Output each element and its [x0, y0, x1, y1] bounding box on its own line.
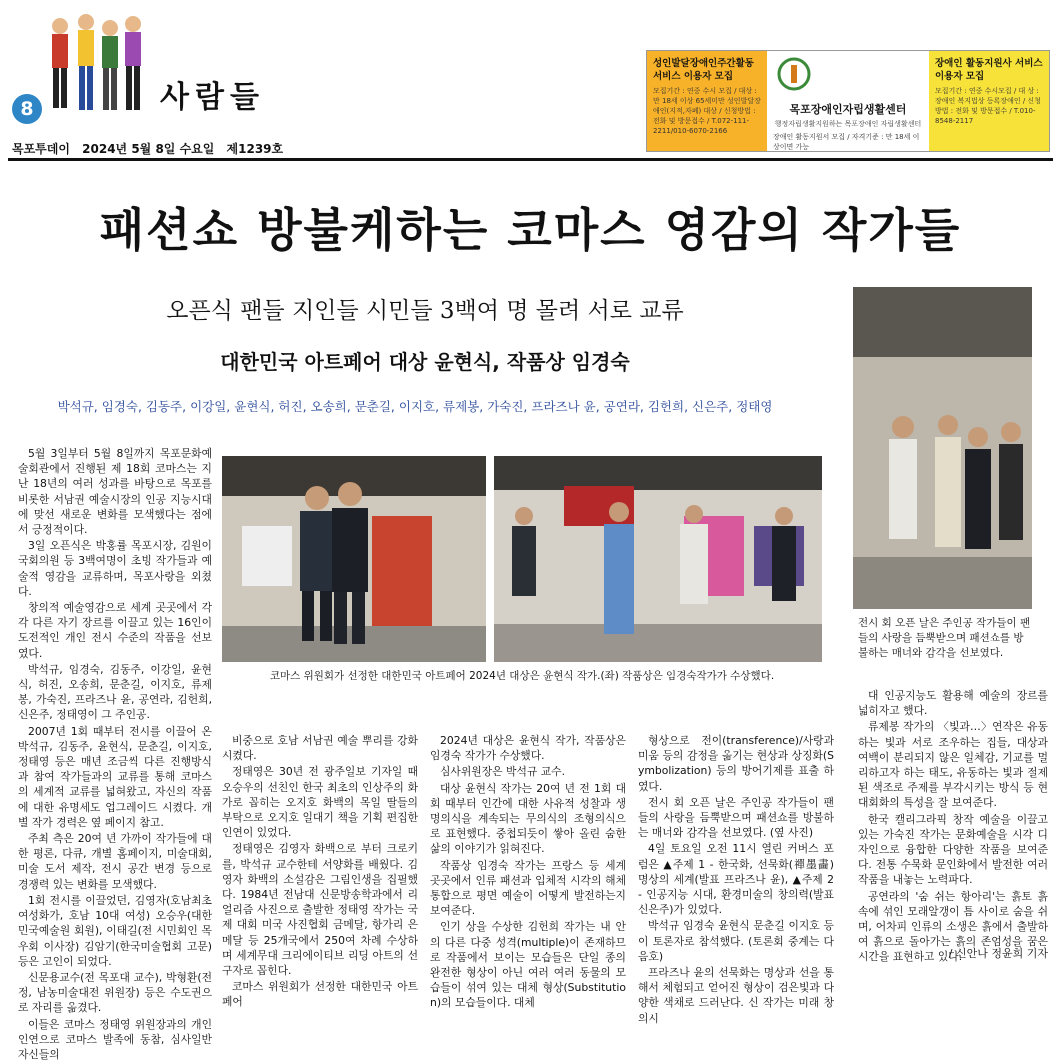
- paragraph: 대상 윤현식 작가는 20여 년 전 1회 대회 때부터 인간에 대한 사유적 성찰과 생명의식을 계속되는 무의식의 조형의식으로 표현했다. 중첩되듯이 쌓아 올린 숨한 삶의 이야기가 읽혀진다.: [430, 781, 626, 856]
- paragraph: 대 인공지능도 활용해 예술의 장르를 넓히자고 했다.: [858, 689, 1048, 718]
- ad-right-panel: [929, 51, 1049, 151]
- paragraph: 전시 회 오픈 날은 주인공 작가들이 팬들의 사랑을 듬뿍받으며 패션쇼를 방불하는 매너와 감각을 선보였다. (옆 사진): [638, 795, 834, 840]
- article-column-1: [18, 446, 212, 1061]
- paragraph: 박석규, 임경숙, 김동주, 이강일, 윤현식, 허진, 오송희, 문춘길, 이지호, 류제봉, 가숙진, 프라즈나 윤, 공연라, 김헌희, 신은주, 정태영이 그 주인공.: [18, 662, 212, 722]
- ad-right-body: 모집기간 : 연중 수시모집 / 대 상 : 장애인 복지법상 등록장애인 / 신청방법 : 전화 및 방문접수 / T.010-8548-2117: [935, 87, 1041, 125]
- artists-group-photo: [853, 287, 1032, 609]
- issue-date: 2024년 5월 8일 수요일: [82, 142, 215, 156]
- opening-ceremony-photo: [494, 456, 822, 662]
- paragraph: 류제봉 작가의 〈빛과…〉연작은 유동하는 빛과 서로 조우하는 집들, 대상과 여백이 분리되지 않은 일체감, 기교를 멀리하고자 하는 태도, 유동하는 빛과 절제된 색조로 주제를 부각시키는 방식 등 현대회화의 특성을 잘 보여준다.: [858, 720, 1048, 810]
- paragraph: 5월 3일부터 5월 8일까지 목포문화예술회관에서 진행된 제 18회 코마스는 지난 18년의 여러 성과를 바탕으로 목포를 비롯한 서남권 예술시장의 인공 지능시대에 맞선 새로운 변화를 모색했다는 점에서 긍정적이다.: [18, 447, 212, 537]
- ad-center-panel: [767, 51, 929, 151]
- article-subhead-awards: 대한민국 아트페어 대상 윤현식, 작품상 임경숙: [220, 350, 630, 374]
- page-header: [0, 0, 1061, 165]
- paragraph: 2024년 대상은 윤현식 작가, 작품상은 임경숙 작가가 수상했다.: [430, 734, 626, 763]
- paragraph: 작품상 임경숙 작가는 프랑스 등 세계 곳곳에서 인류 패션과 입체적 시각의 해체 통합으로 평면 예술이 어떻게 발전하는지 보여준다.: [430, 858, 626, 918]
- paragraph: 박석규 임경숙 윤현식 문춘길 이지호 등이 토론자로 참석했다. (토론회 중계는 다음호): [638, 919, 834, 963]
- paragraph: 코마스 위원회가 선정한 대한민국 아트페어: [222, 980, 418, 1009]
- paragraph: 창의적 예술영감으로 세계 곳곳에서 각각 다른 자기 장르를 이끌고 있는 16인이 도전적인 개인 전시 수준의 작품을 선보였다.: [18, 601, 212, 660]
- article-subhead: 오픈식 팬들 지인들 시민들 3백여 명 몰려 서로 교류: [166, 298, 684, 324]
- ad-center-name: 목포장애인자립생활센터: [789, 103, 907, 116]
- paragraph: 형상으로 전이(transference)/사랑과 미움 등의 감정을 옮기는 현상과 상징화(Symbolization) 등의 방어기제를 표출 하였다.: [638, 734, 834, 793]
- article-column-2: [222, 733, 418, 1009]
- paragraph: 정태영은 김영자 화백으로 부터 크로키를, 박석규 교수한테 서양화를 배웠다. 김영자 화백의 소설감은 그림인생을 집필했다. 1984년 전남대 신문방송학과에서 리얼리즘 사진으로 출발한 정태영 작가는 국제 대회 미국 사진협회 금메달, 항가리 은메달 등 25개국에서 250여 차례 수상하며 세계무대 크리에이티브 리딩 아트의 선구자로 꼽힌다.: [222, 842, 418, 978]
- photo-caption-opening: 전시 회 오픈 날은 주인공 작가들이 팬들의 사랑을 듬뿍받으며 패션쇼를 방불하는 매너와 감각을 선보였다.: [858, 617, 1031, 659]
- issue-line: [12, 140, 291, 157]
- artist-list: 박석규, 임경숙, 김동주, 이강일, 윤현식, 허진, 오송희, 문춘길, 이지호, 류제봉, 가숙진, 프라즈나 윤, 공연라, 김헌희, 신은주, 정태영: [57, 399, 773, 414]
- paragraph: 이들은 코마스 정태영 위원장과의 개인인연으로 코마스 발족에 동참, 심사일반 자신들의: [18, 1017, 212, 1061]
- header-rule: [8, 158, 1053, 161]
- ad-center-sub: 행정자립생활지원하는 목포장애인 자립생활센터: [774, 120, 922, 128]
- page-number: 8: [12, 94, 42, 124]
- advertisement: [646, 50, 1050, 152]
- paragraph: 프라즈나 윤의 선묵화는 명상과 선을 통해서 체험되고 얻어진 형상이 검은빛과 다양한 색채로 드러난다. 신 작가는 미래 창의시: [638, 966, 834, 1025]
- article-column-4: [638, 733, 834, 1025]
- paragraph: 비중으로 호남 서남권 예술 뿌리를 강화시켰다.: [222, 734, 418, 763]
- byline: / 신안나 정윤희 기자: [948, 947, 1048, 960]
- ad-left-title: 성인발달장애인주간활동 서비스 이용자 모집: [653, 58, 754, 82]
- paragraph: 1회 전시를 이끌었던, 김영자(호남최초 여성화가, 호남 10대 여성) 오승우(대한민국예술원 회원), 이태길(전 시민회인 목우회 이사장) 김암기(한국미술협회 고문) 등은 고인이 되었다.: [18, 893, 212, 968]
- people-illustration-icon: [38, 8, 148, 128]
- paragraph: 신문용교수(전 목포대 교수), 박형환(전정, 남농미술대전 위원장) 등은 수도권으로 자리를 옮겼다.: [18, 970, 212, 1015]
- ad-left-panel: [647, 51, 767, 151]
- paragraph: 심사위원장은 박석규 교수.: [440, 765, 566, 779]
- article-headline: 패션쇼 방불케하는 코마스 영감의 작가들: [99, 203, 962, 257]
- photo-caption-awards: 코마스 위원회가 선정한 대한민국 아트페어 2024년 대상은 윤현식 작가.(좌) 작품상은 임경숙작가가 수상했다.: [269, 670, 775, 682]
- section-title: 사람들: [160, 80, 265, 115]
- paragraph: 정태영은 30년 전 광주일보 기자일 때 오승우의 선친인 한국 최초의 인상주의 화가로 꼽히는 오지호 화백의 목일 딸들의 부탁으로 오지호 일대기 책을 기획 편집한 인연이 있었다.: [222, 765, 418, 840]
- paragraph: 2007년 1회 때부터 전시를 이끌어 온 박석규, 김동주, 윤현식, 문춘길, 이지호, 정태영 등은 매년 조금씩 다른 진행방식과 참여 작가들과의 교류를 통해 코마스의 세계적 교류를 넓혀왔고, 자신의 작품에 대한 유명세도 업그레이드 시켰다. 개별 작가 경력은 옆 페이지 참고.: [18, 724, 212, 829]
- publication-name: 목포투데이: [12, 142, 70, 156]
- paragraph: 4일 토요일 오전 11시 열린 커버스 포럼은 ▲주제 1 - 한국화, 선묵화(禪墨畵) 명상의 세계(발표 프라즈나 윤), ▲주제 2 - 인공지능 시대, 환경미술의 창의력(발표 신은주)가 있었다.: [638, 842, 834, 917]
- paragraph: 3일 오픈식은 박홍률 목포시장, 김원이 국회의원 등 3백여명이 초빙 작가들과 예술적 영감을 교류하며, 목포사랑을 외쳤다.: [18, 539, 212, 598]
- paragraph: 주최 측은 20여 년 가까이 작가들에 대한 평론, 다큐, 개별 홈페이지, 미술대회, 미술 도서 제작, 전시 공간 변경 등으로 경쟁력 있는 변화를 모색했다.: [18, 832, 212, 891]
- ad-center-body: 장애인 활동지원서 모집 / 자격기준 : 만 18세 이상이면 가능: [773, 133, 920, 151]
- ad-left-body: 모집기간 : 연중 수시 모집 / 대상 : 만 18세 이상 65세미만 성인발달장애인(지적,자폐) 대상 / 신청방법 : 전화 및 방문접수 / T.072-111-2211/010-6070-2166: [653, 87, 761, 135]
- article-column-3: [430, 733, 626, 1010]
- ad-right-title: 장애인 활동지원사 서비스 이용자 모집: [935, 58, 1043, 82]
- award-photo: [222, 456, 486, 662]
- paragraph: 한국 캘리그라픽 창작 예술을 이끌고 있는 가숙진 작가는 문화예술을 시각 디자인으로 융합한 다양한 작품을 보여준다. 전통 수묵화 문인화에서 발전한 여러 작품을 내놓는 노력파다.: [858, 812, 1048, 887]
- issue-number: 제1239호: [226, 142, 284, 156]
- center-logo-icon: [773, 57, 815, 91]
- paragraph: 인기 상을 수상한 김헌희 작가는 내 안의 다른 다중 성격(multiple)이 존재하므로 작품에서 보이는 모습들은 단일 종의 완전한 형상이 아닌 여러 여러 동물의 모습들이 섞여 있는 대체 형상(Substitution)의 모습들이다. 대체: [430, 920, 626, 1010]
- paragraph: 공연라의 '숨 쉬는 항아리'는 흙토 흙 속에 섞인 모래알갱이 틈 사이로 숨을 쉬며, 어차피 인류의 소생은 흙에서 출발하여 흙으로 돌아가는 흙의 존엄성을 꿈은 시간을 표현하고 있다.: [858, 889, 1048, 964]
